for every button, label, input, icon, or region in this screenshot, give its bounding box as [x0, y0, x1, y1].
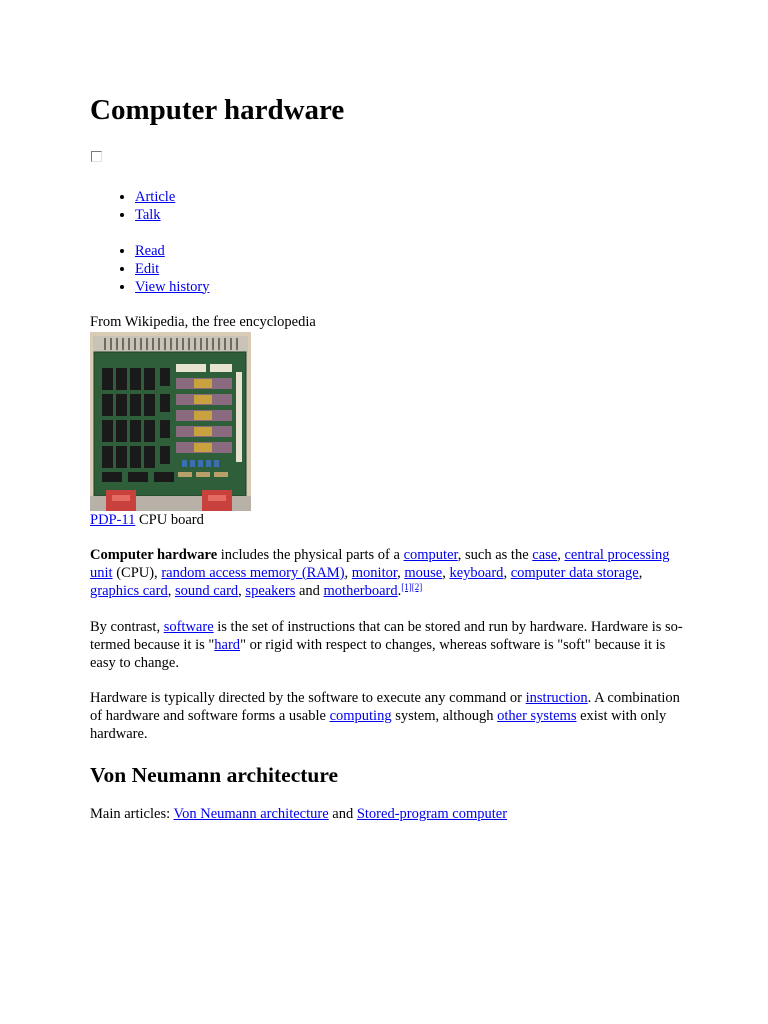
- page-title: Computer hardware: [90, 94, 345, 126]
- tab-edit-link[interactable]: Edit: [135, 260, 160, 277]
- bold-term: Computer hardware: [90, 547, 218, 563]
- link-stored-program-computer[interactable]: Stored-program computer: [356, 806, 508, 822]
- link-ram[interactable]: random access memory (RAM): [161, 564, 345, 581]
- link-hard[interactable]: hard: [214, 636, 241, 653]
- hatnote-middle: and: [328, 806, 357, 822]
- text-span: ,: [557, 547, 565, 563]
- pdp11-link[interactable]: PDP-11: [90, 512, 136, 528]
- link-computer-data-storage[interactable]: computer data storage: [510, 564, 639, 581]
- contrast-paragraph: [90, 619, 684, 672]
- citation-refs: [401, 582, 422, 592]
- main-articles-hatnote: [90, 806, 507, 824]
- link-computer[interactable]: computer: [403, 547, 458, 563]
- hatnote-prefix: Main articles:: [90, 806, 174, 822]
- text-span: (CPU),: [112, 564, 162, 581]
- link-other-systems[interactable]: other systems: [497, 707, 577, 724]
- link-computing[interactable]: computing: [329, 707, 392, 724]
- text-span: ,: [344, 564, 352, 581]
- citation-2[interactable]: [2]: [411, 581, 423, 592]
- tab-article: [135, 189, 175, 207]
- text-span: includes the physical parts of a: [217, 547, 404, 563]
- link-sound-card[interactable]: sound card: [174, 582, 239, 599]
- pdp11-cpu-board-image[interactable]: [90, 332, 251, 511]
- tab-talk: [135, 207, 175, 225]
- link-speakers[interactable]: speakers: [245, 582, 296, 599]
- tab-talk-link[interactable]: Talk: [135, 206, 161, 223]
- text-span: system, although: [391, 707, 498, 724]
- link-case[interactable]: case: [532, 547, 558, 563]
- tab-read: [135, 243, 209, 261]
- link-graphics-card[interactable]: graphics card: [90, 582, 168, 599]
- text-span: , such as the: [457, 547, 533, 563]
- link-motherboard[interactable]: motherboard: [323, 582, 398, 599]
- text-span: " or rigid with respect to changes, whereas software is "soft" because it is easy to change.: [90, 636, 666, 671]
- link-instruction[interactable]: instruction: [525, 690, 588, 706]
- text-span: and: [295, 582, 324, 599]
- text-span: is the set of instructions that can be stored and run by hardware. Hardware is so-termed because it is ": [90, 619, 683, 653]
- intro-paragraph: [90, 547, 684, 600]
- text-span: ,: [638, 564, 643, 581]
- tab-view-history-link[interactable]: View history: [135, 278, 210, 295]
- direction-paragraph: [90, 690, 684, 743]
- link-keyboard[interactable]: keyboard: [449, 564, 504, 581]
- citation-1[interactable]: [1]: [401, 581, 412, 592]
- text-span: ,: [238, 582, 246, 599]
- tab-edit: [135, 261, 209, 279]
- text-span: By contrast,: [90, 619, 164, 635]
- site-tagline: From Wikipedia, the free encyclopedia: [90, 314, 316, 330]
- image-caption: [90, 512, 204, 530]
- text-span: exist with only hardware.: [90, 707, 667, 742]
- link-cpu[interactable]: central processing unit: [90, 547, 670, 581]
- text-span: ,: [397, 564, 405, 581]
- text-span: ,: [167, 582, 175, 599]
- view-tabs: [90, 243, 209, 296]
- text-span: .: [397, 582, 402, 599]
- text-span: Hardware is typically directed by the software to execute any command or: [90, 690, 526, 706]
- namespace-tabs: [90, 189, 175, 225]
- section-heading: Von Neumann architecture: [90, 763, 339, 787]
- menu-toggle-checkbox[interactable]: [91, 151, 102, 162]
- tab-view-history: [135, 279, 209, 297]
- link-software[interactable]: software: [163, 619, 214, 635]
- link-von-neumann-architecture[interactable]: Von Neumann architecture: [173, 806, 329, 822]
- text-span: ,: [503, 564, 511, 581]
- text-span: ,: [442, 564, 450, 581]
- link-monitor[interactable]: monitor: [351, 564, 398, 581]
- text-span: . A combination of hardware and software forms a usable: [90, 690, 680, 724]
- caption-text: CPU board: [135, 512, 204, 528]
- tab-read-link[interactable]: Read: [135, 243, 165, 259]
- link-mouse[interactable]: mouse: [404, 564, 443, 581]
- tab-article-link[interactable]: Article: [135, 189, 176, 205]
